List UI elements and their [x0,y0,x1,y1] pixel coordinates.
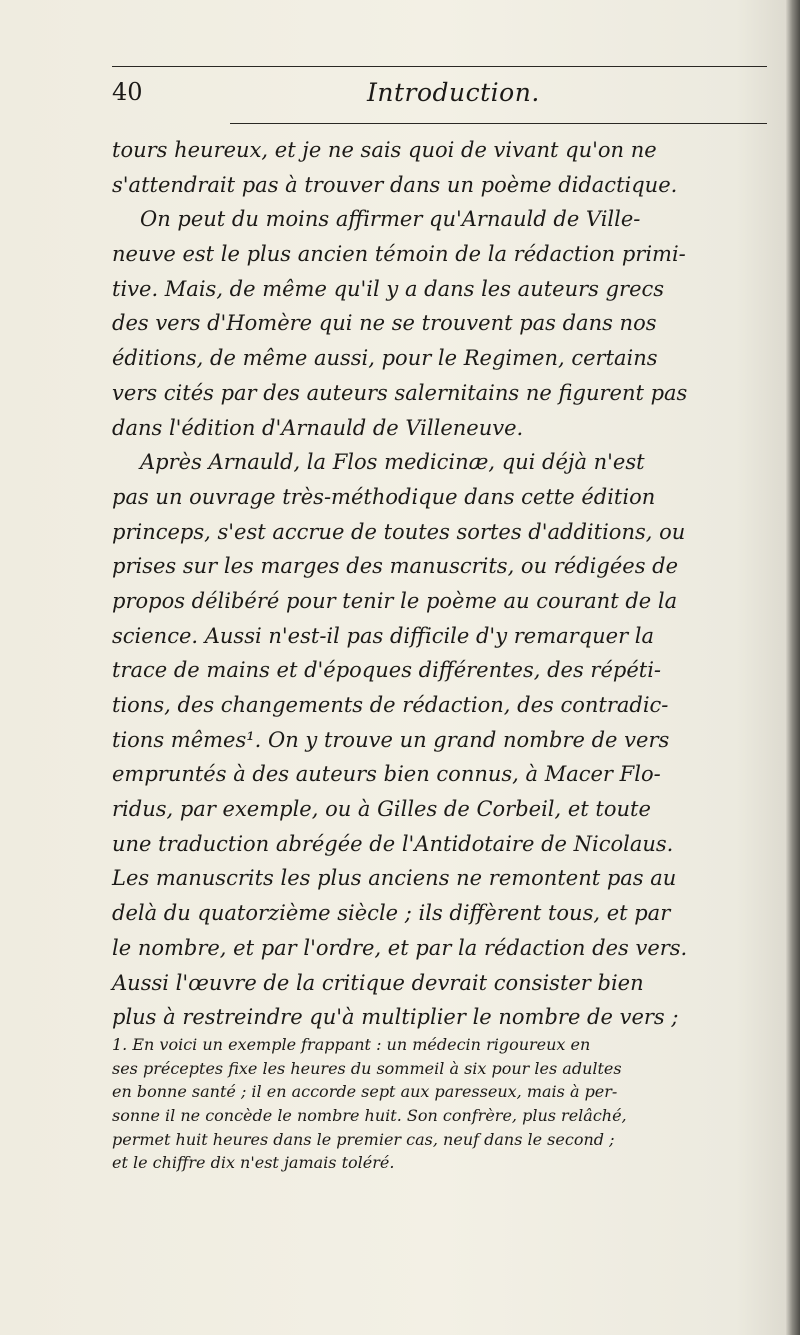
footnote-line: en bonne santé ; il en accorde sept aux paresseux, mais à per- [112,1082,618,1102]
body-line: pas un ouvrage très-méthodique dans cette édition [112,484,656,509]
footnote-line: et le chiffre dix n'est jamais toléré. [112,1153,395,1173]
page-edge-shadow [786,0,800,1335]
body-text [112,133,772,1035]
body-line: tive. Mais, de même qu'il y a dans les auteurs grecs [112,276,665,301]
body-line: plus à restreindre qu'à multiplier le nombre de vers ; [112,1005,679,1030]
body-line: trace de mains et d'époques différentes, des répéti- [112,658,662,683]
body-line: Aussi l'œuvre de la critique devrait consister bien [112,970,644,995]
header-rule [230,123,767,124]
body-line: ridus, par exemple, ou à Gilles de Corbeil, et toute [112,797,651,822]
body-line: princeps, s'est accrue de toutes sortes d'additions, ou [112,519,686,544]
body-line: tours heureux, et je ne sais quoi de vivant qu'on ne [112,138,657,162]
body-line: Les manuscrits les plus anciens ne remontent pas au [112,866,677,891]
body-line: des vers d'Homère qui ne se trouvent pas dans nos [112,311,657,336]
running-head: Introduction. [367,78,540,107]
footnote-line: permet huit heures dans le premier cas, neuf dans le second ; [112,1129,615,1149]
body-line: Après Arnauld, la Flos medicinæ, qui déjà n'est [140,450,645,475]
page-number: 40 [112,78,143,106]
body-line: le nombre, et par l'ordre, et par la rédaction des vers. [112,935,688,960]
body-line: On peut du moins affirmer qu'Arnauld de Ville- [140,207,641,232]
page-header [112,76,767,116]
body-line: une traduction abrégée de l'Antidotaire de Nicolaus. [112,831,674,856]
body-line: propos délibéré pour tenir le poème au courant de la [112,588,678,613]
body-line: vers cités par des auteurs salernitains ne figurent pas [112,380,688,405]
body-line: neuve est le plus ancien témoin de la rédaction primi- [112,242,686,267]
footnote-line: 1. En voici un exemple frappant : un médecin rigoureux en [112,1035,591,1054]
body-line: s'attendrait pas à trouver dans un poème didactique. [112,172,678,197]
top-rule [112,66,767,67]
body-line: éditions, de même aussi, pour le Regimen, certains [112,346,658,371]
body-line: empruntés à des auteurs bien connus, à Macer Flo- [112,762,661,787]
body-line: tions mêmes¹. On y trouve un grand nombre de vers [112,727,670,752]
body-line: tions, des changements de rédaction, des contradic- [112,693,669,717]
body-line: delà du quatorzième siècle ; ils diffèrent tous, et par [112,901,671,926]
body-line: prises sur les marges des manuscrits, ou rédigées de [112,554,679,579]
footnote-line: ses préceptes fixe les heures du sommeil à six pour les adultes [112,1058,622,1078]
footnote-line: sonne il ne concède le nombre huit. Son confrère, plus relâché, [112,1106,627,1126]
body-line: dans l'édition d'Arnauld de Villeneuve. [112,415,524,440]
body-line: science. Aussi n'est-il pas difficile d'y remarquer la [112,623,655,648]
footnote [112,1033,772,1175]
